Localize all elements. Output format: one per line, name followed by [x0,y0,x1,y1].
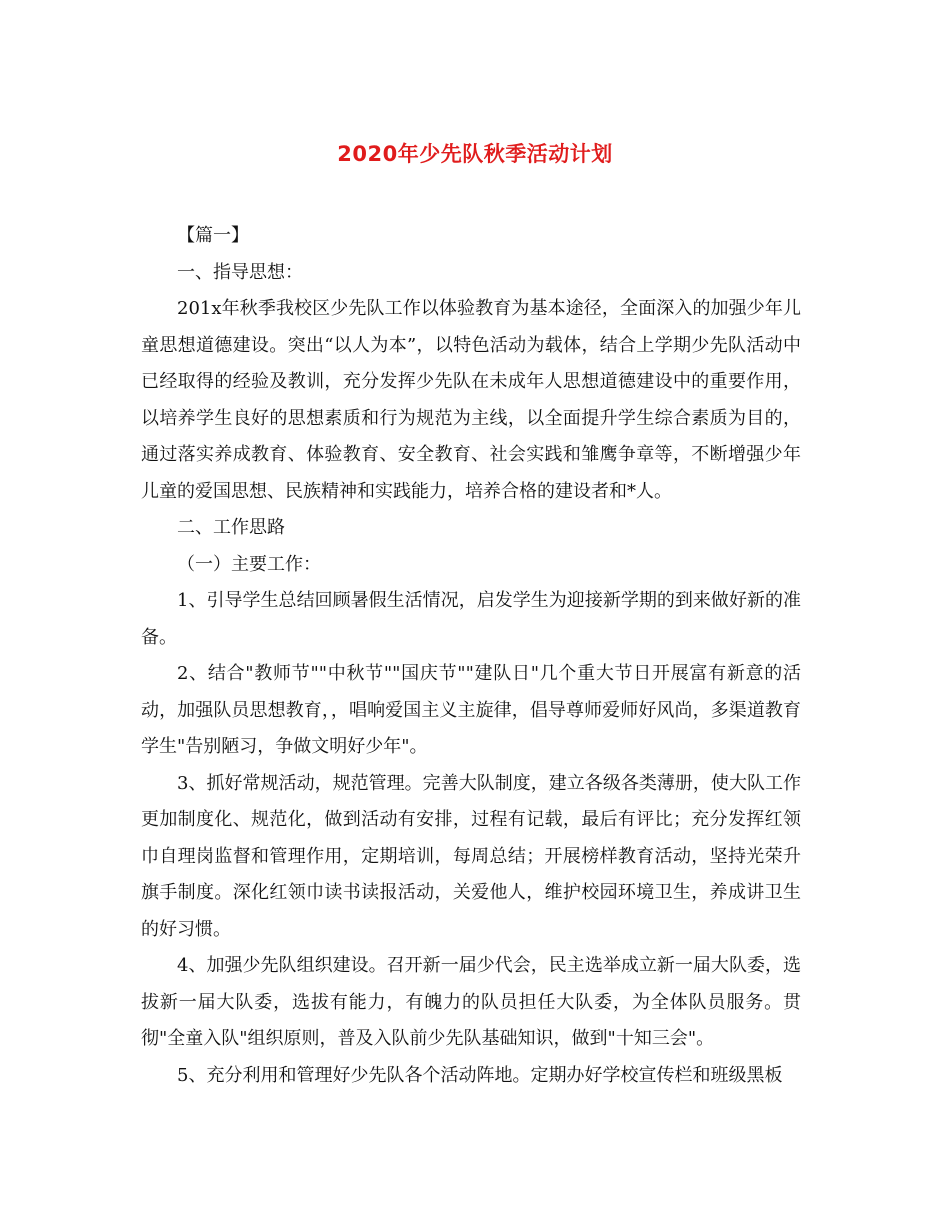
paragraph-section-marker: 【篇一】 [177,225,249,246]
list-item-5: 5、充分利用和管理好少先队各个活动阵地。定期办好学校宣传栏和班级黑板 [177,1064,783,1086]
heading-work-approach: 二、工作思路 [177,517,285,538]
list-item-3: 3、抓好常规活动，规范管理。完善大队制度，建立各级各类薄册，使大队工作更加制度化、规范化，做到活动有安排，过程有记载，最后有评比；充分发挥红领巾自理岗监督和管理作用，定期培训，每周总结；开展榜样教育活动，坚持光荣升旗手制度。深化红领巾读书读报活动，关爱他人，维护校园环境卫生，养成讲卫生的好习惯。 [141,772,801,940]
subheading-main-work: （一）主要工作： [177,553,321,575]
list-item-4: 4、加强少先队组织建设。召开新一届少代会，民主选举成立新一届大队委，选拔新一届大队委，选拔有能力，有魄力的队员担任大队委，为全体队员服务。贯彻"全童入队"组织原则，普及入队前少先队基础知识，做到"十知三会"。 [141,955,801,1049]
document-body [141,218,801,1094]
heading-guiding-ideology: 一、指导思想： [177,261,303,283]
list-item-2: 2、结合"教师节""中秋节""国庆节""建队日"几个重大节日开展富有新意的活动，加强队员思想教育，，唱响爱国主义主旋律，倡导尊师爱师好风尚，多渠道教育学生"告别陋习，争做文明好少年"。 [141,663,801,757]
list-item-1: 1、引导学生总结回顾暑假生活情况，启发学生为迎接新学期的到来做好新的准备。 [141,590,801,648]
document-title: 2020年少先队秋季活动计划 [337,142,613,166]
paragraph-guiding-ideology: 201x年秋季我校区少先队工作以体验教育为基本途径，全面深入的加强少年儿童思想道德建设。突出“以人为本”，以特色活动为载体，结合上学期少先队活动中已经取得的经验及教训，充分发挥少先队在未成年人思想道德建设中的重要作用，以培养学生良好的思想素质和行为规范为主线，以全面提升学生综合素质为目的，通过落实养成教育、体验教育、安全教育、社会实践和雏鹰争章等，不断增强少年儿童的爱国思想、民族精神和实践能力，培养合格的建设者和*人。 [141,298,801,502]
